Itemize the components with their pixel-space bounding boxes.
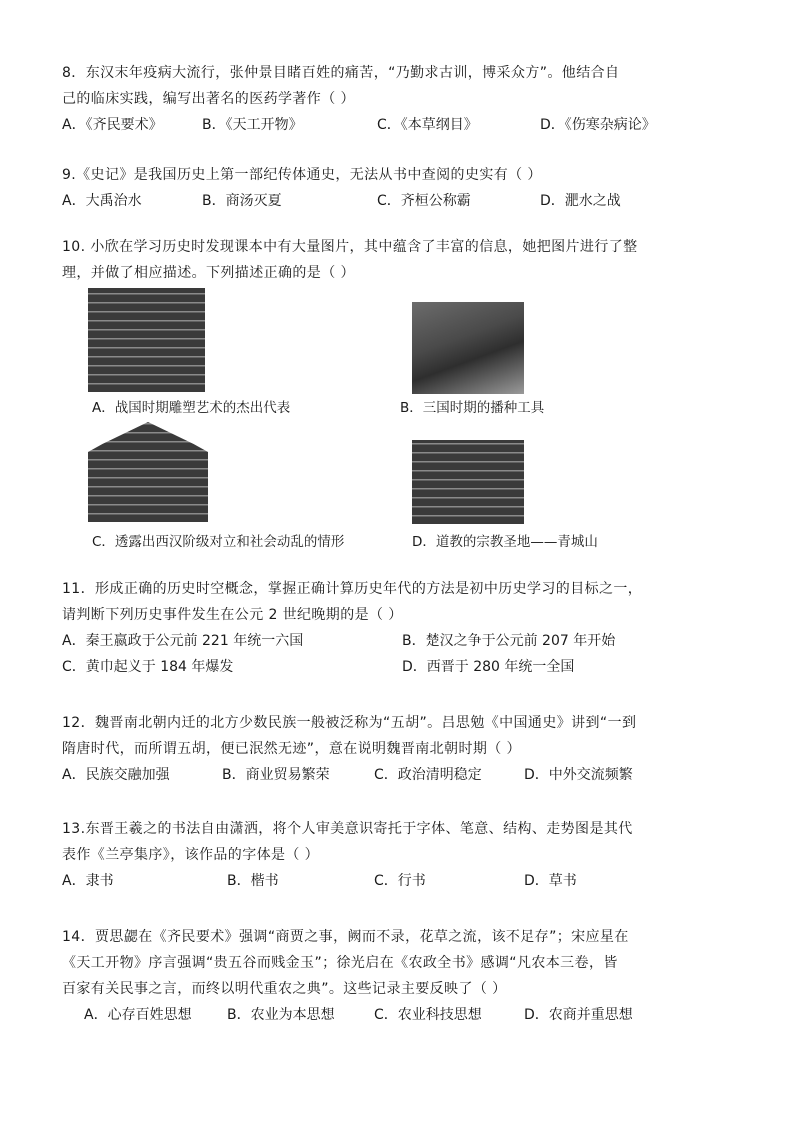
question-14-options	[62, 1002, 732, 1028]
question-12-stem-line-2: 隋唐时代，而所谓五胡，便已泯然无迹”，意在说明魏晋南北朝时期（ ）	[62, 741, 521, 757]
question-14-stem-line-1: 14．贾思勰在《齐民要术》强调“商贾之事，阙而不录，花草之流，该不足存”；宋应星在	[62, 929, 629, 945]
question-8	[62, 60, 732, 138]
question-11-stem-line-1: 11．形成正确的历史时空概念，掌握正确计算历史年代的方法是初中历史学习的目标之一，	[62, 581, 643, 597]
question-10	[62, 234, 732, 286]
question-12	[62, 710, 732, 788]
option-a: A．民族交融加强	[62, 767, 170, 783]
question-12-options	[62, 762, 732, 788]
qingcheng-mountain-image	[412, 440, 524, 524]
option-a: A．隶书	[62, 873, 114, 889]
option-c: C．行书	[374, 873, 426, 889]
option-c: C．齐桓公称霸	[377, 193, 471, 209]
option-b: B．楷书	[227, 873, 279, 889]
question-10-option-b: B．三国时期的播种工具	[400, 400, 545, 416]
option-d: D．西晋于 280 年统一全国	[402, 659, 575, 675]
option-d: D．草书	[524, 873, 577, 889]
option-c: C．农业科技思想	[374, 1007, 482, 1023]
question-14-stem-line-2: 《天工开物》序言强调“贵五谷而贱金玉”；徐光启在《农政全书》感调“凡农本三卷，皆	[62, 955, 618, 971]
han-relief-image	[88, 422, 208, 522]
question-9	[62, 162, 732, 214]
question-8-stem-line-1: 8．东汉末年疫病大流行，张仲景目睹百姓的痛苦，“乃勤求古训，博采众方”。他结合自	[62, 65, 620, 81]
sculpture-rubbing-image	[88, 288, 205, 392]
option-a: A．大禹治水	[62, 193, 142, 209]
option-d: D．中外交流频繁	[524, 767, 633, 783]
option-c: C．《本草纲目》	[377, 117, 478, 133]
question-13-stem-line-2: 表作《兰亭集序》，该作品的字体是（ ）	[62, 847, 320, 863]
question-8-stem-line-2: 己的临床实践，编写出著名的医药学著作（ ）	[62, 91, 355, 107]
option-d: D．淝水之战	[540, 193, 621, 209]
question-10-stem-line-1: 10. 小欣在学习历史时发现课本中有大量图片，其中蕴含了丰富的信息，她把图片进行了整	[62, 239, 638, 255]
option-a: A．心存百姓思想	[84, 1007, 192, 1023]
question-14-stem-line-3: 百家有关民事之言，而终以明代重农之典”。这些记录主要反映了（ ）	[62, 981, 507, 997]
question-10-stem-line-2: 理，并做了相应描述。下列描述正确的是（ ）	[62, 265, 355, 281]
question-10-option-d: D．道教的宗教圣地——青城山	[412, 534, 598, 550]
option-b: B．农业为本思想	[227, 1007, 335, 1023]
option-a: A．秦王嬴政于公元前 221 年统一六国	[62, 633, 304, 649]
question-9-stem-line-1: 9.《史记》是我国历史上第一部纪传体通史，无法从书中查阅的史实有（ ）	[62, 167, 542, 183]
question-13	[62, 816, 732, 894]
question-11	[62, 576, 732, 680]
question-14	[62, 924, 732, 1028]
question-11-stem-line-2: 请判断下列历史事件发生在公元 2 世纪晚期的是（ ）	[62, 607, 403, 623]
option-d: D．《伤寒杂病论》	[540, 117, 656, 133]
question-13-stem-line-1: 13.东晋王羲之的书法自由潇洒，将个人审美意识寄托于字体、笔意、结构、走势图是其代	[62, 821, 633, 837]
option-c: C．政治清明稳定	[374, 767, 482, 783]
question-10-option-c: C．透露出西汉阶级对立和社会动乱的情形	[92, 534, 345, 550]
option-b: B．楚汉之争于公元前 207 年开始	[402, 633, 616, 649]
option-b: B．商业贸易繁荣	[222, 767, 330, 783]
question-13-options	[62, 868, 732, 894]
question-12-stem-line-1: 12．魏晋南北朝内迁的北方少数民族一般被泛称为“五胡”。吕思勉《中国通史》讲到“一到	[62, 715, 637, 731]
option-b: B．商汤灭夏	[202, 193, 282, 209]
question-10-option-a: A．战国时期雕塑艺术的杰出代表	[92, 400, 291, 416]
option-d: D．农商并重思想	[524, 1007, 633, 1023]
question-9-options	[62, 188, 732, 214]
option-a: A．《齐民要术》	[62, 117, 163, 133]
question-8-options	[62, 112, 732, 138]
sowing-tool-image	[412, 302, 524, 394]
question-11-options-row-1	[62, 628, 732, 654]
question-11-options-row-2	[62, 654, 732, 680]
option-c: C．黄巾起义于 184 年爆发	[62, 659, 234, 675]
option-b: B．《天工开物》	[202, 117, 303, 133]
